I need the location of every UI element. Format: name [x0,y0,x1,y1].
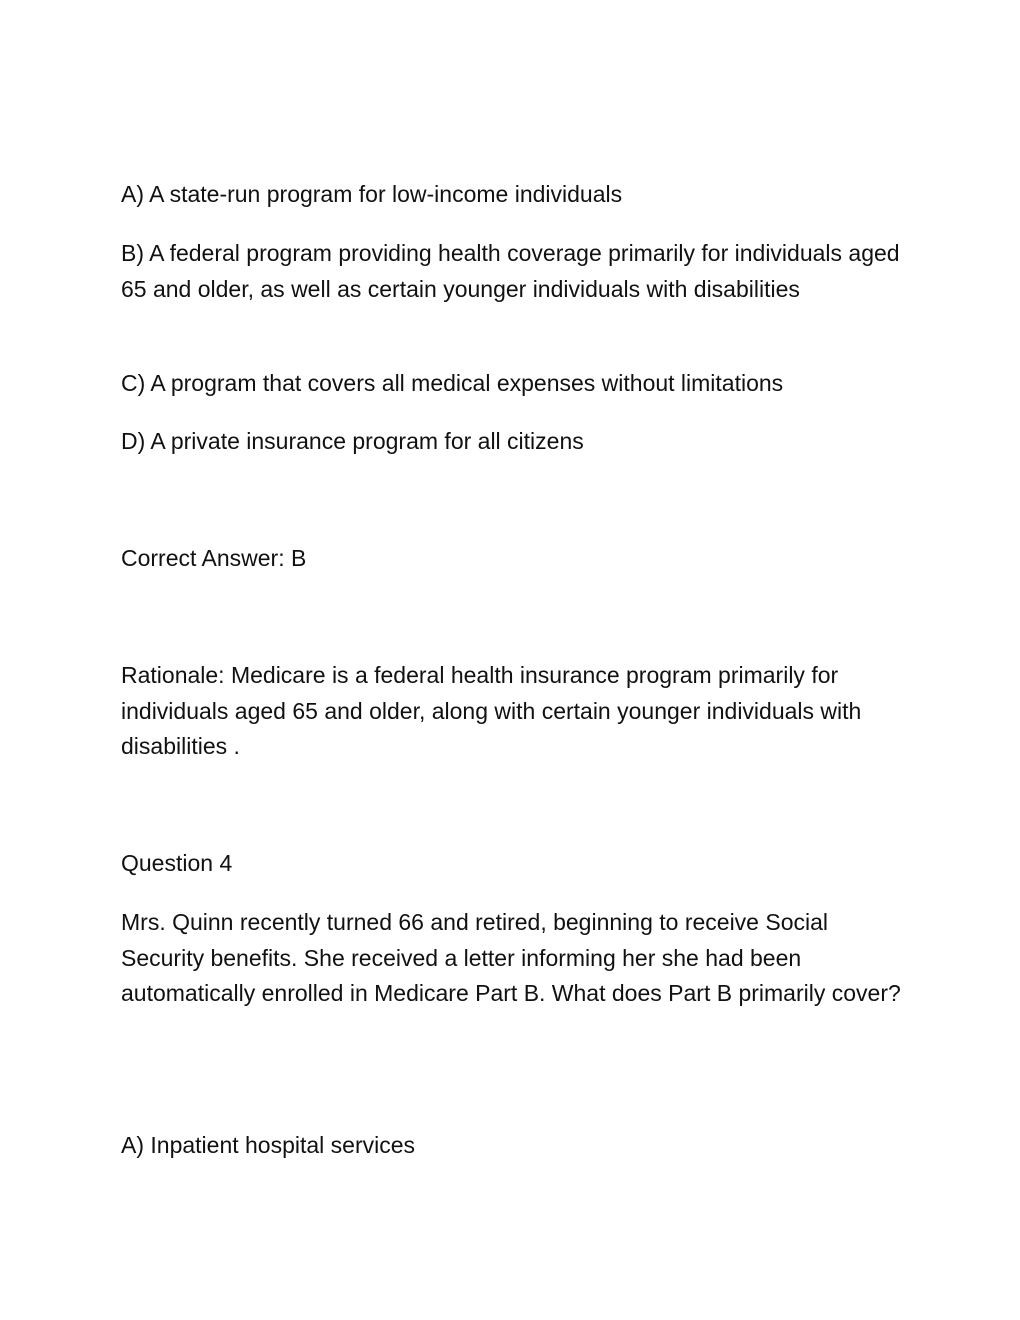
rationale: Rationale: Medicare is a federal health insurance program primarily for individuals aged 65 and older, along with certain younger individuals with disabilities . [121,662,862,759]
option-a: A) A state-run program for low-income individuals [121,181,623,207]
question-heading: Question 4 [121,850,233,876]
question-text: Mrs. Quinn recently turned 66 and retired, beginning to receive Social Security benefits. She received a letter informing her she had been automatically enrolled in Medicare Part B. What does Part B primarily cover? [121,909,901,1006]
option-a: A) Inpatient hospital services [121,1132,416,1158]
option-d: D) A private insurance program for all citizens [121,428,584,454]
option-c: C) A program that covers all medical expenses without limitations [121,370,784,396]
correct-answer: Correct Answer: B [121,545,307,571]
option-b: B) A federal program providing health coverage primarily for individuals aged 65 and older, as well as certain younger individuals with disabilities [121,240,900,302]
